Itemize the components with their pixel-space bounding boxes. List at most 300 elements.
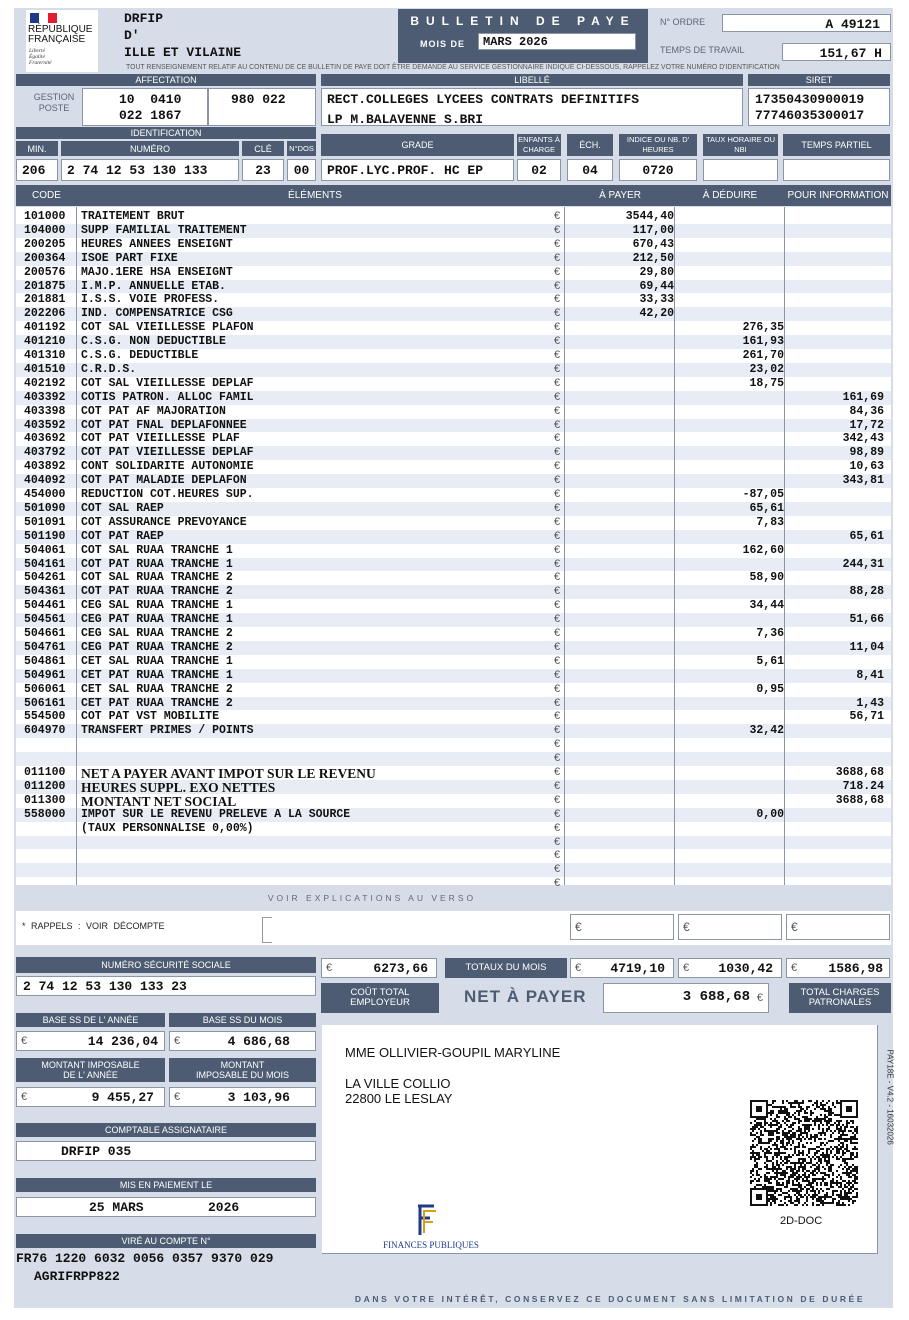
table-row [16,405,891,419]
row-deduire: 276,35 [742,321,784,335]
row-deduire: 0,00 [756,807,784,821]
val-numero: 2 74 12 53 130 133 [61,159,239,181]
rappel-payer: € [570,914,674,940]
row-code: 200576 [24,265,66,279]
rappels-bracket [262,917,272,943]
row-code: 504361 [24,585,66,599]
imp-annee-value: 9 455,27 [91,1090,154,1105]
row-label: COT ASSURANCE PREVOYANCE [81,515,247,529]
cout-label: COÛT TOTAL EMPLOYEUR [321,983,439,1013]
table-row [16,641,891,655]
row-info: 3688,68 [835,766,884,779]
issuer-line-1: DRFIP [124,11,164,26]
net-box: 3 688,68 € [603,983,769,1013]
row-code: 501091 [24,515,66,529]
row-deduire: 32,42 [749,724,784,738]
row-code: 501190 [24,529,66,543]
val-min: 206 [16,159,58,181]
row-code: 201881 [24,293,66,307]
totaux-info: 1586,98 [828,961,883,976]
nss-value: 2 74 12 53 130 133 23 [16,976,316,996]
row-info: 8,41 [856,668,884,682]
hdr-min: MIN. [16,141,58,156]
row-deduire: 261,70 [742,349,784,362]
row-label: COT SAL RUAA TRANCHE 2 [81,571,233,585]
euro-sign: € [554,474,561,487]
row-label: CEG PAT RUAA TRANCHE 1 [81,613,233,627]
flag-icon [30,13,57,23]
recipient-addr1: LA VILLE COLLIO [345,1076,451,1091]
euro-sign: € [554,488,561,500]
vire-label: VIRÉ AU COMPTE N° [16,1234,316,1248]
table-row [16,238,891,252]
table-row [16,210,891,224]
row-code: 504661 [24,627,66,640]
table-row [16,877,891,891]
imp-mois-box: € 3 103,96 [169,1087,316,1107]
row-label: COT PAT AF MAJORATION [81,404,226,418]
euro-sign: € [554,237,561,250]
row-label: IND. COMPENSATRICE CSG [81,307,233,321]
row-info: 10,63 [849,460,884,474]
row-payer: 117,00 [632,223,674,237]
table-row [16,377,891,391]
hdr-enfants: ENFANTS À CHARGE [518,135,560,154]
republique-logo [26,10,98,72]
cout-total-box: € 6273,66 [321,958,437,978]
euro-sign: € [554,599,561,612]
row-info: 56,71 [849,710,884,724]
affectation-title: AFFECTATION [16,74,316,86]
row-label: COT PAT RAEP [81,529,164,543]
hdr-numero: NUMÉRO [61,141,239,156]
val-taux [703,159,778,181]
table-row [16,349,891,363]
gestion-code-1: 10 0410 [119,92,182,107]
issuer-block [124,10,241,61]
euro-sign: € [554,627,561,639]
table-row [16,252,891,266]
qr-code-icon [750,1100,858,1206]
row-deduire: 0,95 [756,682,784,696]
row-label: CONT SOLIDARITE AUTONOMIE [81,460,254,474]
row-label: IMPOT SUR LE REVENU PRELEVE A LA SOURCE [81,807,351,821]
table-row [16,710,891,724]
row-label: MAJO.1ERE HSA ENSEIGNT [81,265,233,279]
row-code: 403398 [24,404,66,418]
table-row [16,599,891,613]
row-code: 403792 [24,446,66,460]
row-info: 65,61 [849,529,884,543]
row-deduire: 23,02 [749,362,784,376]
logo-text-2: FRANÇAISE [28,34,86,45]
table-row [16,544,891,558]
mois-value: MARS 2026 [478,33,636,50]
row-label: COT SAL RUAA TRANCHE 1 [81,543,233,557]
row-payer: 29,80 [639,265,674,279]
ordre-value: A 49121 [722,14,891,32]
euro-sign: € [554,210,561,222]
qr-caption: 2D-DOC [780,1215,823,1227]
imp-annee-box: € 9 455,27 [16,1087,165,1107]
siret-title: SIRET [748,74,890,86]
row-code: 011300 [24,793,66,807]
temps-value: 151,67 H [782,43,891,61]
row-deduire: 34,44 [749,599,784,613]
finances-logo-text: FINANCES PUBLIQUES [383,1240,479,1250]
doc-title: BULLETIN DE PAYE [410,14,636,28]
hdr-taux: TAUX HORAIRE OU NBI [703,134,778,156]
row-label: I.S.S. VOIE PROFESS. [81,293,220,307]
row-code: 454000 [24,488,66,501]
libelle-line-1: RECT.COLLEGES LYCEES CONTRATS DEFINITIFS [327,92,640,107]
row-code: 506161 [24,696,66,710]
row-info: 3688,68 [835,793,884,807]
row-deduire: 162,60 [742,543,784,557]
verso-note: VOIR EXPLICATIONS AU VERSO [267,893,477,903]
libelle-title: LIBELLÉ [321,74,743,86]
table-row [16,391,891,405]
row-code: 504461 [24,599,66,613]
notice: TOUT RENSEIGNEMENT RELATIF AU CONTENU DE CE BULLETIN DE PAYE DOIT ÊTRE DEMANDÉ AU SERVICE GESTIONNAIRE INDIQUÉ CI-DESSOUS, RAPPELEZ VOTRE NUMÉRO D'IDENTIFICATION [126,64,780,71]
side-code: PAY18E - V4.2 - 16032026 [885,1049,895,1145]
euro-sign: € [554,543,561,556]
row-label: MONTANT NET SOCIAL [81,793,237,809]
table-row [16,849,891,863]
imp-mois-value: 3 103,96 [227,1090,290,1105]
euro-sign: € [554,349,561,361]
table-row [16,432,891,446]
base-annee-value: 14 236,04 [87,1034,158,1049]
row-deduire: 18,75 [749,376,784,390]
comptable-label: COMPTABLE ASSIGNATAIRE [16,1123,316,1137]
row-info: 342,43 [842,432,884,446]
gestion-code-3: 980 022 [231,92,286,107]
th-deduire: À DÉDUIRE [702,190,758,201]
euro-sign: € [554,738,561,751]
totaux-payer-box: € 4719,10 [570,958,674,978]
row-payer: 212,50 [632,251,674,265]
row-code: 404092 [24,474,66,488]
row-label: COT SAL VIEILLESSE PLAFON [81,321,254,335]
hdr-indice: INDICE OU NB. D' HEURES [619,134,697,156]
row-payer: 3544,40 [625,210,674,223]
row-code: 011200 [24,779,66,793]
row-payer: 69,44 [639,279,674,293]
base-annee-label: BASE SS DE L' ANNÉE [16,1013,165,1027]
paiement-year: 2026 [208,1200,240,1215]
logo-motto-3: Fraternité [29,60,52,66]
row-info: 51,66 [849,613,884,627]
nss-label: NUMÉRO SÉCURITÉ SOCIALE [16,957,316,973]
row-label: CET PAT RUAA TRANCHE 1 [81,668,233,682]
base-annee-box: € 14 236,04 [16,1031,165,1051]
row-label: C.S.G. NON DEDUCTIBLE [81,335,226,349]
euro-sign: € [554,265,561,278]
row-label: CET SAL RUAA TRANCHE 2 [81,682,233,696]
euro-sign: € [554,835,561,848]
finances-publiques-logo [376,1203,486,1253]
val-temps [783,159,890,181]
row-code: 104000 [24,223,66,237]
row-code: 504561 [24,613,66,627]
row-label: CEG PAT RUAA TRANCHE 2 [81,640,233,654]
row-code: 401210 [24,335,66,349]
totaux-payer: 4719,10 [610,961,665,976]
val-ech: 04 [567,159,613,181]
table-row [16,293,891,307]
row-code: 504161 [24,557,66,571]
rappel-info: € [786,914,890,940]
issuer-line-3: ILLE ET VILAINE [124,45,242,60]
row-code: 202206 [24,307,66,321]
row-code: 403392 [24,390,66,404]
ordre-label: N° ORDRE [660,17,706,27]
table-row [16,460,891,474]
row-info: 1,43 [856,696,884,710]
hdr-ndos: N°DOS [287,141,316,156]
table-row [16,558,891,572]
table-row [16,502,891,516]
row-deduire: 5,61 [756,654,784,668]
net-label: NET À PAYER [464,987,587,1006]
logo-text-1: RÉPUBLIQUE [28,24,93,35]
temps-label: TEMPS DE TRAVAIL [660,45,745,55]
comptable-value: DRFIP 035 [16,1141,316,1161]
euro-sign: € [554,223,561,236]
table-row [16,627,891,641]
issuer-line-2: D' [124,28,140,43]
row-label: TRAITEMENT BRUT [81,210,185,223]
euro-sign: € [554,307,561,320]
row-code: 200364 [24,251,66,265]
euro-sign: € [554,696,561,709]
row-code: 401310 [24,349,66,362]
base-mois-value: 4 686,68 [227,1034,290,1049]
row-label: SUPP FAMILIAL TRAITEMENT [81,223,247,237]
totaux-deduire: 1030,42 [718,961,773,976]
row-label: CEG SAL RUAA TRANCHE 1 [81,599,233,613]
row-code: 403592 [24,418,66,432]
row-code: 403692 [24,432,66,446]
th-elements: ÉLÉMENTS [288,190,342,201]
table-row [16,571,891,585]
euro-sign: € [554,779,561,792]
table-row [16,321,891,335]
table-row [16,724,891,738]
imp-annee-label: MONTANT IMPOSABLE DE L' ANNÉE [16,1058,165,1082]
imp-mois-label: MONTANT IMPOSABLE DU MOIS [169,1058,316,1082]
row-code: 504961 [24,668,66,682]
row-label: HEURES ANNEES ENSEIGNT [81,237,233,251]
table-row [16,863,891,877]
rappel-deduire: € [678,914,782,940]
totaux-deduire-box: € 1030,42 [678,958,782,978]
iban: FR76 1220 6032 0056 0357 9370 029 [16,1251,274,1266]
row-code: 558000 [24,807,66,821]
table-row [16,822,891,836]
row-label: ISOE PART FIXE [81,251,178,265]
finances-logo-icon [376,1203,486,1239]
row-info: 11,04 [849,640,884,654]
val-enfants: 02 [517,159,561,181]
euro-sign: € [554,501,561,514]
row-label: HEURES SUPPL. EXO NETTES [81,779,276,795]
euro-sign: € [554,390,561,403]
row-code: 504061 [24,543,66,557]
table-row [16,655,891,669]
row-code: 501090 [24,501,66,515]
th-code: CODE [32,190,61,201]
euro-sign: € [554,571,561,584]
euro-sign: € [554,432,561,445]
row-label: REDUCTION COT.HEURES SUP. [81,488,254,501]
row-label: COT PAT MALADIE DEPLAFON [81,474,247,488]
table-row [16,280,891,294]
table-row [16,669,891,683]
row-info: 244,31 [842,557,884,571]
row-label: (TAUX PERSONNALISE 0,00%) [81,821,254,835]
euro-sign: € [554,654,561,667]
th-info: POUR INFORMATION [787,190,889,201]
row-deduire: -87,05 [742,488,784,501]
siret-2: 77746035300017 [755,108,865,123]
row-code: 401192 [24,321,66,335]
row-code: 011100 [24,766,66,779]
euro-sign: € [554,418,561,431]
row-label: TRANSFERT PRIMES / POINTS [81,724,254,738]
row-info: 161,69 [842,390,884,404]
hdr-temps: TEMPS PARTIEL [783,134,890,156]
row-label: COT SAL VIEILLESSE DEPLAF [81,376,254,390]
mois-label: MOIS DE [420,39,466,49]
table-row [16,516,891,530]
recipient-addr2: 22800 LE LESLAY [345,1091,453,1106]
val-indice: 0720 [619,159,697,181]
euro-sign: € [554,849,561,862]
row-label: COT PAT VIEILLESSE DEPLAF [81,446,254,460]
row-label: CEG SAL RUAA TRANCHE 2 [81,627,233,640]
table-row [16,683,891,697]
euro-sign: € [554,613,561,626]
libelle-line-2: LP M.BALAVENNE S.BRI [327,112,484,127]
cout-total-value: 6273,66 [373,961,428,976]
row-label: COT PAT RUAA TRANCHE 1 [81,557,233,571]
table-row [16,752,891,766]
row-code: 403892 [24,460,66,474]
table-row [16,446,891,460]
charges-label: TOTAL CHARGES PATRONALES [789,983,891,1013]
row-code: 101000 [24,210,66,223]
row-info: 718.24 [842,779,884,793]
row-deduire: 7,36 [756,627,784,640]
row-payer: 670,43 [632,237,674,251]
bottom-note: DANS VOTRE INTÉRÊT, CONSERVEZ CE DOCUMENT SANS LIMITATION DE DURÉE [354,1294,866,1304]
euro-sign: € [554,279,561,292]
row-label: COT PAT RUAA TRANCHE 2 [81,585,233,599]
row-label: CET SAL RUAA TRANCHE 1 [81,654,233,668]
row-payer: 42,20 [639,307,674,321]
row-info: 98,89 [849,446,884,460]
row-label: NET A PAYER AVANT IMPOT SUR LE REVENU [81,766,376,781]
row-label: C.S.G. DEDUCTIBLE [81,349,199,362]
row-label: I.M.P. ANNUELLE ETAB. [81,279,226,293]
row-label: COT SAL RAEP [81,501,164,515]
val-cle: 23 [242,159,284,181]
table-row [16,307,891,321]
table-row [16,836,891,850]
table-row [16,363,891,377]
table-row [16,613,891,627]
siret-1: 17350430900019 [755,92,865,107]
table-row [16,585,891,599]
table-row [16,474,891,488]
table-row [16,224,891,238]
euro-sign: € [554,793,561,806]
row-code: 504261 [24,571,66,585]
euro-sign: € [554,585,561,598]
euro-sign: € [554,821,561,834]
paiement-day: 25 MARS [89,1200,144,1215]
table-row [16,738,891,752]
euro-sign: € [554,529,561,542]
row-code: 554500 [24,710,66,724]
row-label: CET PAT RUAA TRANCHE 2 [81,696,233,710]
table-row [16,697,891,711]
euro-sign: € [554,863,561,876]
row-label: COT PAT VIEILLESSE PLAF [81,432,240,446]
net-value: 3 688,68 [682,989,750,1005]
hdr-cle: CLÉ [242,141,284,156]
bic: AGRIFRPP822 [34,1269,120,1284]
totaux-info-box: € 1586,98 [786,958,890,978]
row-code: 200205 [24,237,66,251]
euro-sign: € [554,640,561,653]
gestion-label: GESTION POSTE [33,92,75,113]
row-label: COT PAT FNAL DEPLAFONNEE [81,418,247,432]
euro-sign: € [554,460,561,473]
recipient-name: MME OLLIVIER-GOUPIL MARYLINE [345,1045,561,1060]
euro-sign: € [554,877,561,890]
table-row [16,335,891,349]
euro-sign: € [554,766,561,778]
euro-sign: € [554,515,561,528]
row-code: 401510 [24,362,66,376]
row-code: 402192 [24,376,66,390]
logo-motto-1: Liberté [29,48,45,54]
euro-sign: € [554,682,561,695]
euro-sign: € [554,404,561,417]
row-info: 17,72 [849,418,884,432]
identification-title: IDENTIFICATION [16,127,316,139]
val-grade: PROF.LYC.PROF. HC EP [321,159,514,181]
row-info: 84,36 [849,404,884,418]
euro-sign: € [554,807,561,820]
row-deduire: 161,93 [742,335,784,349]
table-row [16,419,891,433]
table-row [16,766,891,780]
row-label: C.R.D.S. [81,362,137,376]
row-label: COT PAT VST MOBILITE [81,710,220,724]
euro-sign: € [554,321,561,334]
row-code: 506061 [24,682,66,696]
rappels-label: * RAPPELS : VOIR DÉCOMPTE [22,921,165,931]
row-deduire: 58,90 [749,571,784,585]
row-deduire: 65,61 [749,501,784,515]
euro-sign: € [554,710,561,723]
row-info: 343,81 [842,474,884,488]
table-row [16,266,891,280]
